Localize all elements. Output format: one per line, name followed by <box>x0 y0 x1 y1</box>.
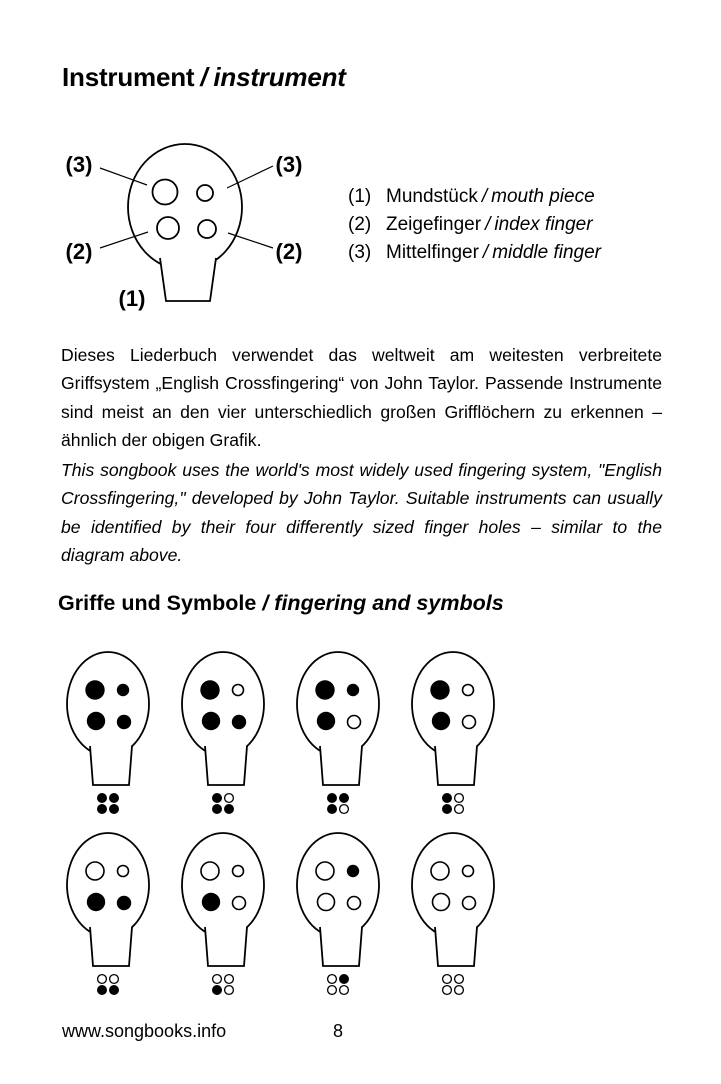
hole-top-left <box>86 862 104 880</box>
hole-top-right <box>117 684 129 696</box>
ocarina-body <box>128 144 242 270</box>
hole-top-right <box>463 866 474 877</box>
symbol-dot-bottom-right <box>455 986 464 995</box>
hole-top-left <box>201 862 219 880</box>
hole-bottom-right <box>233 897 246 910</box>
ocarina-body <box>182 652 264 756</box>
hole-bottom-left <box>87 893 105 911</box>
page-title <box>62 60 346 94</box>
hole-bottom-right <box>117 896 131 910</box>
callout-label-index-right: (2) <box>275 239 303 264</box>
symbol-dot-top-right <box>455 794 464 803</box>
instrument-diagram <box>50 128 330 313</box>
symbol-dot-bottom-left <box>212 804 222 814</box>
legend-row-mouthpiece <box>348 183 601 211</box>
ocarina-body <box>182 833 264 937</box>
ocarina-body <box>67 833 149 937</box>
symbol-dot-bottom-right <box>455 805 464 814</box>
symbol-dot-top-left <box>328 975 337 984</box>
hole-bottom-right <box>232 715 246 729</box>
symbol-dot-bottom-left <box>328 986 337 995</box>
symbol-dot-bottom-right <box>109 804 119 814</box>
ocarina-mouthpiece <box>90 927 132 966</box>
hole-bottom-right <box>463 897 476 910</box>
hole-top-right <box>233 866 244 877</box>
hole-top-left <box>430 680 449 699</box>
section-heading-english: fingering and symbols <box>274 591 504 615</box>
hole-bottom-right <box>117 715 131 729</box>
ocarina-mouthpiece <box>435 927 477 966</box>
legend-separator: / <box>482 242 489 263</box>
fingering-diagram-4 <box>395 651 511 819</box>
hole-top-right <box>347 865 359 877</box>
title-separator: / <box>200 62 208 92</box>
symbol-dot-top-right <box>109 793 119 803</box>
ocarina-mouthpiece <box>320 746 362 785</box>
hole-bottom-left <box>317 712 335 730</box>
legend-german: Zeigefinger <box>386 214 482 235</box>
title-german: Instrument <box>62 62 195 92</box>
fingering-grid <box>50 651 510 1000</box>
hole-top-left <box>431 862 449 880</box>
symbol-dot-bottom-left <box>327 804 337 814</box>
symbol-dot-top-left <box>443 975 452 984</box>
fingering-diagram-2 <box>165 651 281 819</box>
hole-top-right <box>233 685 244 696</box>
hole-bottom-right <box>463 716 476 729</box>
legend-english: middle finger <box>492 242 601 263</box>
fingering-diagram-3 <box>280 651 396 819</box>
footer-page-number: 8 <box>333 1021 344 1041</box>
legend-num: (1) <box>348 186 372 207</box>
hole-top-left <box>153 180 178 205</box>
symbol-dot-bottom-left <box>97 985 107 995</box>
ocarina-body <box>297 652 379 756</box>
section-heading-separator: / <box>262 591 269 615</box>
footer-website: www.songbooks.info <box>62 1021 227 1041</box>
ocarina-body <box>412 652 494 756</box>
symbol-dot-bottom-left <box>97 804 107 814</box>
symbol-dot-top-left <box>213 975 222 984</box>
hole-top-right <box>197 185 213 201</box>
callout-label-index-left: (2) <box>65 239 93 264</box>
ocarina-body <box>297 833 379 937</box>
legend-separator: / <box>485 214 491 235</box>
fingering-diagram-8 <box>395 832 511 1000</box>
section-heading <box>58 588 504 618</box>
hole-top-left <box>200 680 219 699</box>
hole-top-left <box>316 862 334 880</box>
callout-label-mouthpiece: (1) <box>118 286 146 311</box>
legend-english: mouth piece <box>491 186 595 207</box>
legend-german: Mundstück <box>386 186 478 207</box>
ocarina-mouthpiece <box>205 927 247 966</box>
symbol-dot-top-right <box>339 793 349 803</box>
legend-english: index finger <box>494 214 593 235</box>
symbol-dot-bottom-right <box>224 804 234 814</box>
symbol-dot-top-left <box>327 793 337 803</box>
symbol-dot-top-left <box>98 975 107 984</box>
hole-bottom-right <box>348 716 361 729</box>
hole-top-left <box>85 680 104 699</box>
symbol-dot-top-right <box>339 974 349 984</box>
instrument-legend <box>348 183 601 267</box>
hole-top-right <box>118 866 129 877</box>
callout-label-middle-left: (3) <box>65 152 93 177</box>
legend-german: Mittelfinger <box>386 242 479 263</box>
symbol-dot-bottom-left <box>442 804 452 814</box>
ocarina-body <box>67 652 149 756</box>
symbol-dot-top-right <box>225 794 234 803</box>
hole-top-right <box>463 685 474 696</box>
symbol-dot-bottom-right <box>340 986 349 995</box>
symbol-dot-top-right <box>225 975 234 984</box>
hole-bottom-left <box>87 712 105 730</box>
legend-row-middle-finger <box>348 239 601 267</box>
fingering-diagram-7 <box>280 832 396 1000</box>
ocarina-body <box>412 833 494 937</box>
fingering-diagram-5 <box>50 832 166 1000</box>
hole-bottom-left <box>202 893 220 911</box>
title-english: instrument <box>213 62 346 92</box>
ocarina-mouthpiece <box>205 746 247 785</box>
legend-num: (2) <box>348 214 372 235</box>
symbol-dot-bottom-left <box>443 986 452 995</box>
ocarina-mouthpiece <box>435 746 477 785</box>
legend-separator: / <box>481 186 488 207</box>
callout-line-index-right <box>228 233 273 248</box>
legend-num: (3) <box>348 242 372 263</box>
symbol-dot-bottom-left <box>212 985 222 995</box>
ocarina-mouthpiece <box>90 746 132 785</box>
symbol-dot-top-left <box>97 793 107 803</box>
legend-row-index-finger <box>348 211 601 239</box>
symbol-dot-bottom-right <box>225 986 234 995</box>
hole-bottom-left <box>432 712 450 730</box>
fingering-diagram-1 <box>50 651 166 819</box>
paragraph-english: This songbook uses the world's most widely used fingering system, "English Crossfingering," developed by John Taylor. Suitable instruments can usually be identified by their four differently sized finger holes – similar to the diagram above. <box>61 460 662 566</box>
hole-bottom-left <box>202 712 220 730</box>
section-heading-german: Griffe und Symbole <box>58 591 257 615</box>
hole-bottom-left <box>157 217 179 239</box>
ocarina-mouthpiece <box>320 927 362 966</box>
ocarina-mouthpiece <box>160 258 216 301</box>
hole-bottom-left <box>433 894 450 911</box>
symbol-dot-top-left <box>212 793 222 803</box>
hole-bottom-left <box>318 894 335 911</box>
hole-top-right <box>347 684 359 696</box>
hole-bottom-right <box>198 220 216 238</box>
hole-top-left <box>315 680 334 699</box>
symbol-dot-top-right <box>110 975 119 984</box>
symbol-dot-top-left <box>442 793 452 803</box>
callout-label-middle-right: (3) <box>275 152 303 177</box>
symbol-dot-bottom-right <box>109 985 119 995</box>
symbol-dot-bottom-right <box>340 805 349 814</box>
hole-bottom-right <box>348 897 361 910</box>
paragraph-german: Dieses Liederbuch verwendet das weltweit am weitesten verbreitete Griffsystem „English Crossfingering“ von John Taylor. Passende Instrumente sind meist an den vier unterschiedlich großen Grifflöchern zu erkennen – ähnlich der obigen Grafik. <box>61 345 662 451</box>
symbol-dot-top-right <box>455 975 464 984</box>
fingering-diagram-6 <box>165 832 281 1000</box>
